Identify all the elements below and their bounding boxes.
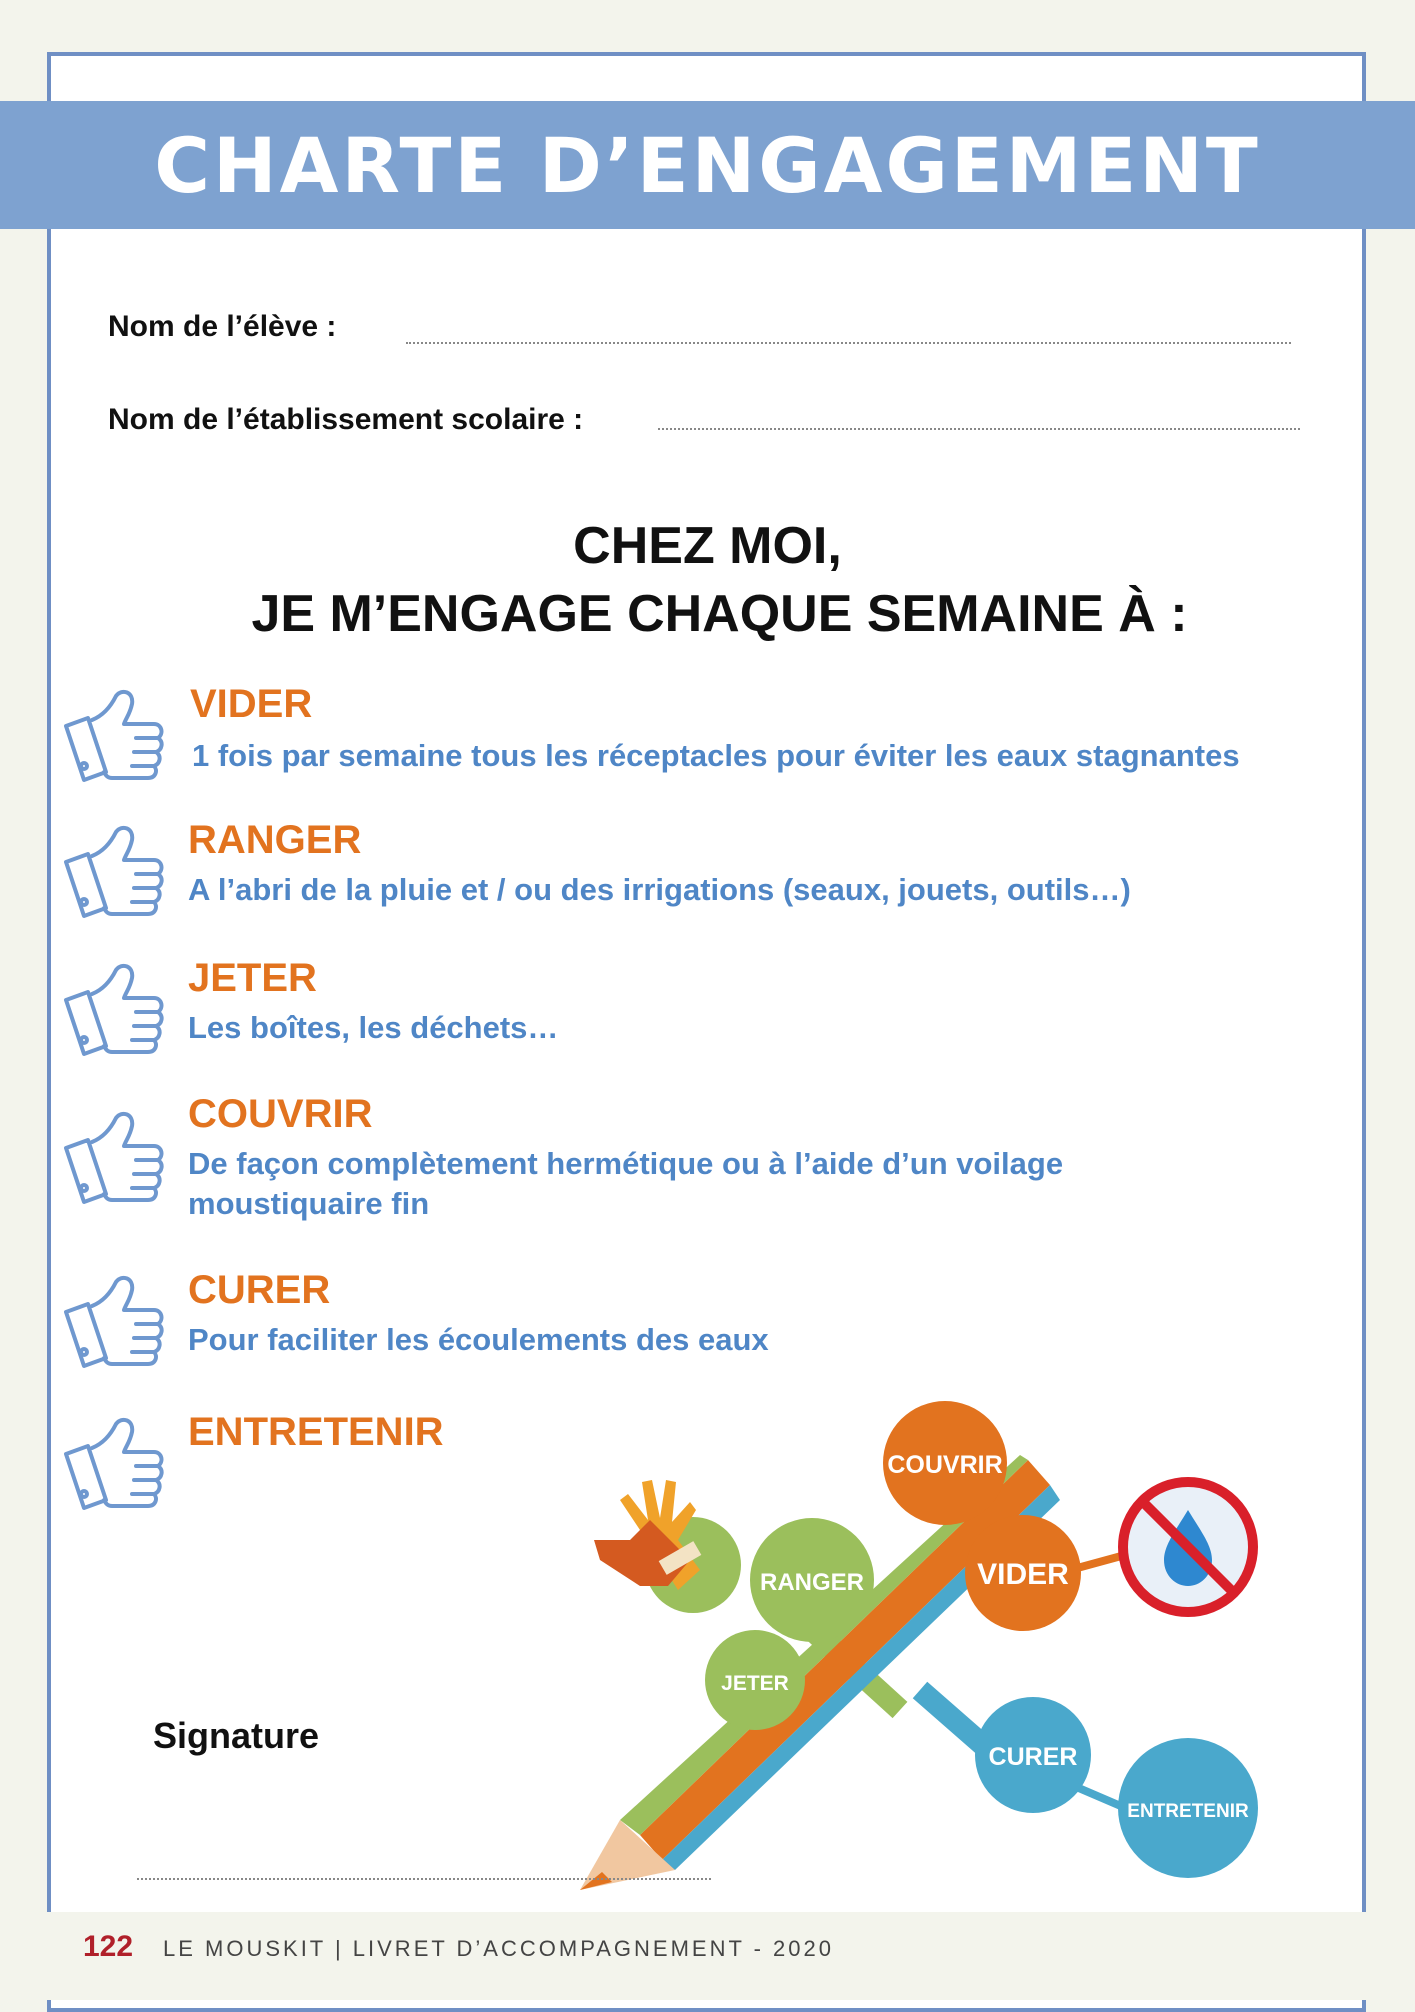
gloves-icon xyxy=(594,1480,741,1613)
item-title: RANGER xyxy=(188,818,362,862)
node-label-couvrir: COUVRIR xyxy=(887,1451,1003,1479)
node-label-vider: VIDER xyxy=(977,1558,1069,1591)
item-title: ENTRETENIR xyxy=(188,1410,444,1454)
item-description: Pour faciliter les écoulements des eaux xyxy=(188,1322,769,1357)
item-title: CURER xyxy=(188,1268,331,1312)
thumbs-up-icon xyxy=(62,1110,166,1210)
commitment-heading-line1: CHEZ MOI, xyxy=(573,517,842,575)
school-name-label: Nom de l’établissement scolaire : xyxy=(108,403,584,436)
thumbs-up-icon xyxy=(62,1416,166,1516)
mind-map-illustration xyxy=(580,1390,1280,1890)
node-couvrir xyxy=(883,1401,1007,1525)
thumbs-up-icon xyxy=(62,824,166,924)
thumbs-up-icon xyxy=(62,688,166,788)
node-vider xyxy=(965,1515,1081,1631)
node-label-ranger: RANGER xyxy=(759,1569,865,1596)
signature-label: Signature xyxy=(153,1715,320,1756)
item-description: De façon complètement hermétique ou à l’aide d’un voilage moustiquaire fin xyxy=(188,1146,1064,1221)
footer-text: LE MOUSKIT | LIVRET D’ACCOMPAGNEMENT - 2020 xyxy=(163,1936,834,1961)
no-water-drop-icon xyxy=(1123,1482,1253,1612)
item-title: COUVRIR xyxy=(188,1092,373,1136)
page-number: 122 xyxy=(83,1930,134,1963)
student-name-line[interactable] xyxy=(406,342,1291,344)
school-name-line[interactable] xyxy=(658,428,1300,430)
node-curer xyxy=(975,1697,1091,1813)
title-banner xyxy=(0,101,1415,229)
item-title: JETER xyxy=(188,956,317,1000)
page-footer xyxy=(0,1912,1415,2000)
item-description: A l’abri de la pluie et / ou des irrigations (seaux, jouets, outils…) xyxy=(188,872,1131,907)
node-label-curer: CURER xyxy=(988,1743,1078,1771)
item-description: 1 fois par semaine tous les réceptacles pour éviter les eaux stagnantes xyxy=(192,738,1240,773)
node-label-jeter: JETER xyxy=(721,1672,789,1695)
node-jeter xyxy=(705,1630,805,1730)
node-label-entretenir: ENTRETENIR xyxy=(1127,1801,1249,1822)
student-name-label: Nom de l’élève : xyxy=(108,310,337,343)
page-title: CHARTE D’ENGAGEMENT xyxy=(154,120,1261,210)
node-ranger xyxy=(750,1518,874,1642)
commitment-heading-line2: JE M’ENGAGE CHAQUE SEMAINE À : xyxy=(251,585,1188,643)
item-title: VIDER xyxy=(190,682,313,726)
signature-line[interactable] xyxy=(137,1878,711,1880)
thumbs-up-icon xyxy=(62,962,166,1062)
thumbs-up-icon xyxy=(62,1274,166,1374)
node-entretenir xyxy=(1118,1738,1258,1878)
item-description: Les boîtes, les déchets… xyxy=(188,1010,559,1045)
